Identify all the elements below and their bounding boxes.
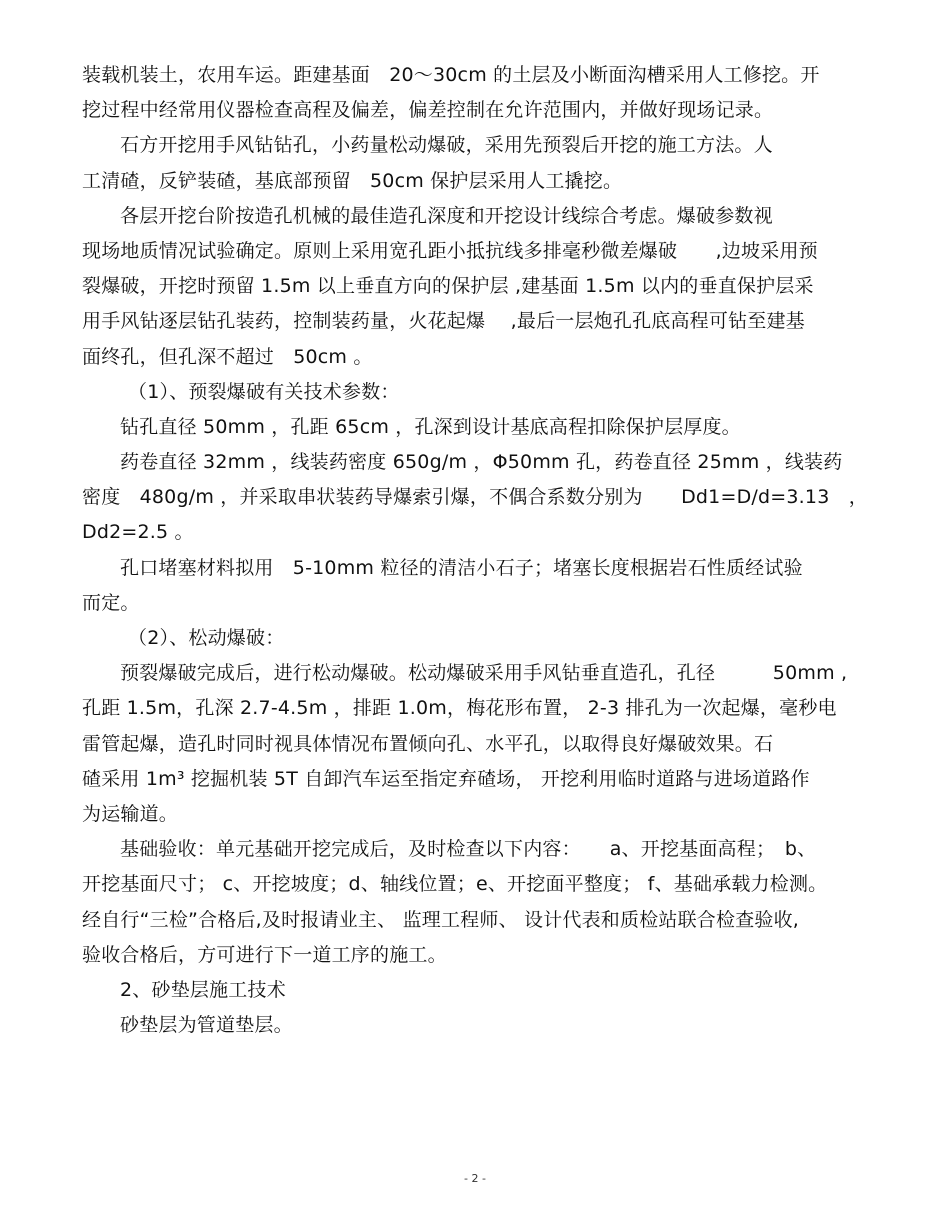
text-line: 开挖基面尺寸； c、开挖坡度；d、轴线位置；e、开挖面平整度； f、基础承载力检测。 [82, 873, 828, 896]
text-line: 基础验收：单元基础开挖完成后，及时检查以下内容： a、开挖基面高程； b、 [120, 838, 817, 861]
text-line: 工清碴，反铲装碴，基底部预留 50cm 保护层采用人工撬挖。 [82, 169, 623, 192]
text-line: 经自行“三检”合格后,及时报请业主、 监理工程师、 设计代表和质检站联合检查验收, [82, 908, 800, 931]
text-line: 石方开挖用手风钻钻孔，小药量松动爆破，采用先预裂后开挖的施工方法。人 [120, 134, 773, 157]
text-line: 面终孔，但孔深不超过 50cm 。 [82, 345, 373, 368]
text-line: 用手风钻逐层钻孔装药，控制装药量，火花起爆 ,最后一层炮孔孔底高程可钻至建基 [82, 310, 805, 333]
text-line: 各层开挖台阶按造孔机械的最佳造孔深度和开挖设计线综合考虑。爆破参数视 [120, 204, 773, 227]
text-line: 为运输道。 [82, 802, 179, 825]
text-line: 砂垫层为管道垫层。 [120, 1014, 293, 1037]
text-line: 挖过程中经常用仪器检查高程及偏差，偏差控制在允许范围内，并做好现场记录。 [82, 99, 774, 122]
text-line: 验收合格后，方可进行下一道工序的施工。 [82, 943, 447, 966]
text-line: Dd2=2.5 。 [82, 521, 194, 544]
text-line: 钻孔直径 50mm ，孔距 65cm ，孔深到设计基底高程扣除保护层厚度。 [120, 415, 741, 438]
text-line: 裂爆破，开挖时预留 1.5m 以上垂直方向的保护层 ,建基面 1.5m 以内的垂直保护层采 [82, 275, 814, 298]
text-line: 药卷直径 32mm ，线装药密度 650g/m ，Φ50mm 孔，药卷直径 25mm ，线装药 [120, 451, 843, 474]
section-heading: （1）、预裂爆破有关技术参数： [128, 380, 400, 403]
page-number: - 2 - [464, 1172, 486, 1185]
text-line: 而定。 [82, 591, 140, 614]
text-line: 装载机装土，农用车运。距建基面 20～30cm 的土层及小断面沟槽采用人工修挖。开 [82, 64, 820, 86]
document-body [82, 58, 872, 1043]
section-heading: 2、砂垫层施工技术 [120, 978, 286, 1001]
text-line: 孔口堵塞材料拟用 5-10mm 粒径的清洁小石子；堵塞长度根据岩石性质经试验 [120, 556, 803, 579]
text-line: 碴采用 1m³ 挖掘机装 5T 自卸汽车运至指定弃碴场， 开挖利用临时道路与进场道路作 [82, 767, 810, 790]
text-line: 密度 480g/m ，并采取串状装药导爆索引爆，不偶合系数分别为 Dd1=D/d=3.13 ， [82, 486, 868, 509]
text-line: 孔距 1.5m，孔深 2.7-4.5m ，排距 1.0m，梅花形布置， 2-3 排孔为一次起爆，毫秒电 [82, 697, 837, 720]
text-line: 雷管起爆，造孔时同时视具体情况布置倾向孔、水平孔，以取得良好爆破效果。石 [82, 732, 774, 755]
text-line: 现场地质情况试验确定。原则上采用宽孔距小抵抗线多排毫秒微差爆破 ,边坡采用预 [82, 239, 818, 262]
text-line: 预裂爆破完成后，进行松动爆破。松动爆破采用手风钻垂直造孔，孔径 50mm , [120, 662, 848, 685]
section-heading: （2）、松动爆破： [128, 627, 285, 649]
